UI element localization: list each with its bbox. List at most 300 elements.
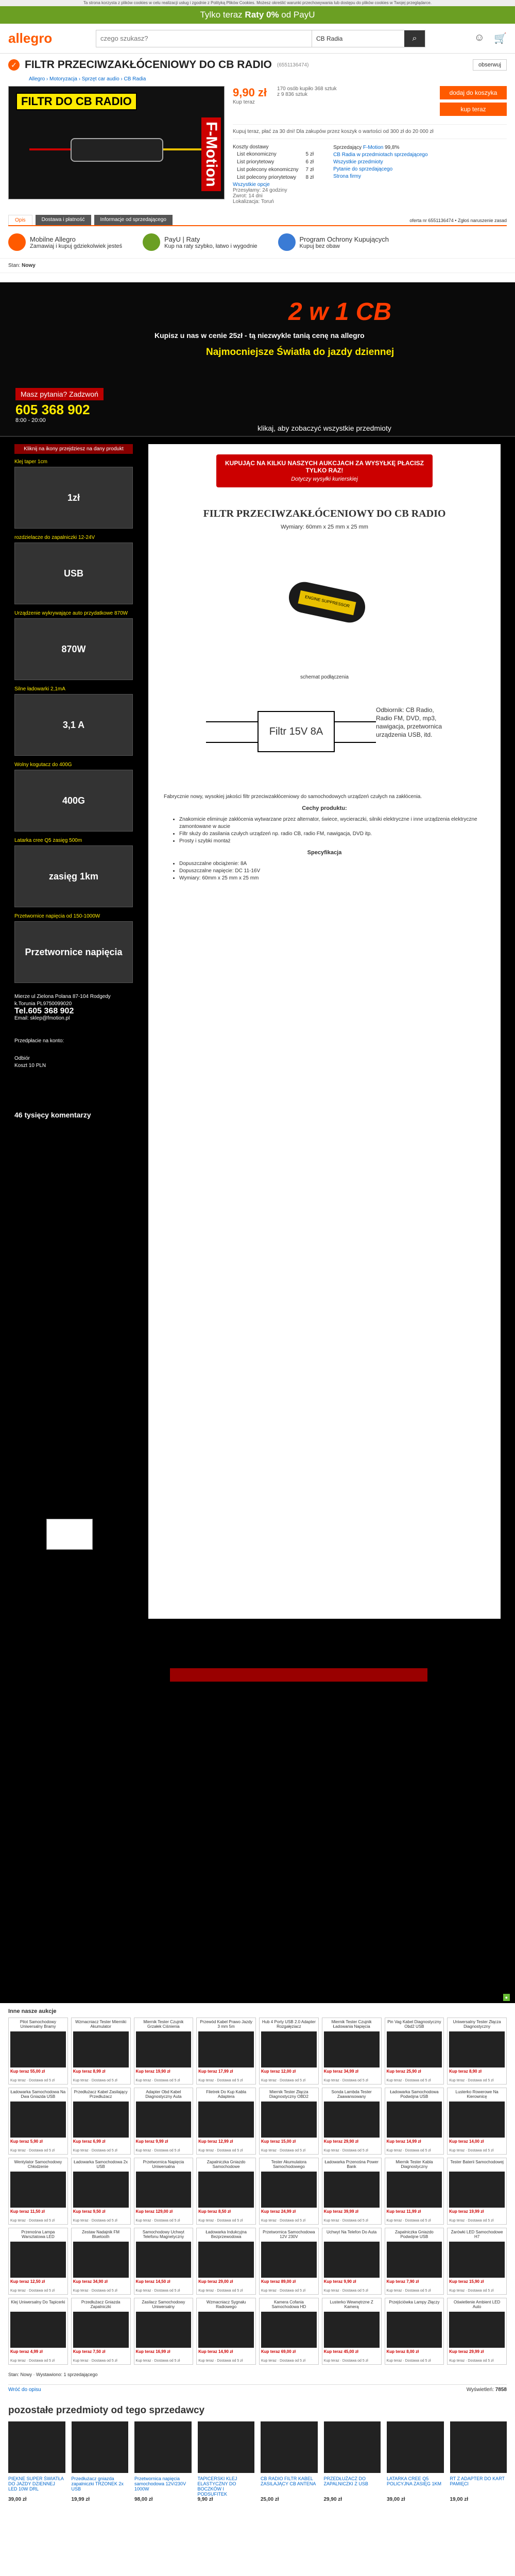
- item-price: [324, 2069, 380, 2074]
- item-bottom: Kup teraz · Dostawa od 5 zł: [386, 2289, 431, 2293]
- list-item[interactable]: [134, 2298, 194, 2365]
- item-price: [136, 2209, 192, 2214]
- item-thumb: [324, 2312, 380, 2348]
- list-item[interactable]: [196, 2228, 256, 2295]
- phone: Tel.605 368 902: [14, 1007, 74, 1015]
- side-item-image: 400G: [14, 770, 133, 832]
- list-item[interactable]: [322, 2228, 382, 2295]
- stock-count: z 9 836 sztuk: [277, 92, 307, 97]
- item-title: Lusterko Rowerowe Na Kierownicę: [455, 2090, 499, 2099]
- red-bar: [170, 1668, 427, 1682]
- item-thumb: [387, 2312, 442, 2348]
- item-price: [136, 2069, 192, 2074]
- footnote: Koszt 10 PLN: [14, 1063, 46, 1069]
- side-item[interactable]: [14, 838, 133, 907]
- add-to-cart-button[interactable]: dodaj do koszyka: [440, 86, 507, 99]
- list-item[interactable]: [259, 2018, 319, 2084]
- offer-main: [0, 86, 515, 205]
- side-item-label: rozdzielacze do zapalniczki 12-24V: [14, 535, 95, 540]
- offer-id-note: oferta nr 6551136474 • Zgłoś naruszenie zasad: [409, 218, 507, 223]
- condition-value: Nowy: [22, 263, 36, 268]
- item-bottom: Kup teraz · Dostawa od 5 zł: [135, 2289, 180, 2293]
- item-price: 9,90 zł: [197, 2497, 213, 2502]
- promo-tel: 605 368 902: [15, 402, 90, 417]
- item-price-value: 15,90 zł: [469, 2279, 484, 2284]
- item-title: Przewód Kabel Prawo Jazdy 3 mm 5m: [200, 2020, 253, 2029]
- item-thumb: [73, 2312, 129, 2348]
- item-price: [261, 2069, 317, 2074]
- item-bottom: Kup teraz · Dostawa od 5 zł: [135, 2219, 180, 2223]
- diagram-wire: [335, 742, 376, 743]
- item-price-value: 16,99 zł: [156, 2349, 170, 2354]
- item-title: Przejściówka Lampy Złączy: [389, 2300, 440, 2304]
- diagram-filter: Filtr 15V 8A: [258, 711, 335, 752]
- item-price: [449, 2349, 505, 2354]
- cart-icon[interactable]: 🛒: [494, 33, 507, 44]
- list-item[interactable]: [259, 2088, 319, 2155]
- item-price: [10, 2279, 66, 2284]
- list-item: • Dopuszczalne obciążenie: 8A: [179, 860, 485, 868]
- item-price: 39,00 zł: [8, 2497, 27, 2502]
- item-link[interactable]: TAPICERSKI KLEJ ELASTYCZNY DO BOCZKÓW I PODSUFITEK: [197, 2476, 237, 2497]
- shield-icon: [278, 233, 296, 251]
- item-price-value: 8,99 zł: [93, 2069, 106, 2074]
- side-item-image: Przetwornice napięcia: [14, 921, 133, 983]
- list-item[interactable]: [385, 2018, 444, 2084]
- item-title: Przetwornica Samochodowa 12V 230V: [263, 2230, 315, 2239]
- list-item[interactable]: [322, 2018, 382, 2084]
- cookie-notice: Ta strona korzysta z plików cookies w celu realizacji usług i zgodnie z Polityką Plików Cookies. Możesz określić warunki przechowywania lub dostępu do plików cookies w Twojej przeglądarce.: [0, 0, 515, 6]
- list-item[interactable]: [8, 2158, 68, 2225]
- item-title: Wzmacniacz Sygnału Radiowego: [206, 2300, 246, 2309]
- list-item[interactable]: [322, 2298, 382, 2365]
- item-thumb: [198, 2031, 254, 2067]
- cost-value: 7 zł: [305, 167, 314, 173]
- item-thumb: [449, 2031, 505, 2067]
- table-row: [234, 159, 317, 165]
- item-price-prefix: Kup teraz: [198, 2349, 217, 2354]
- item-price-value: 12,99 zł: [218, 2139, 233, 2144]
- product-title: FILTR PRZECIWZAKŁÓCENIOWY DO CB RADIO: [203, 508, 446, 519]
- side-item[interactable]: [14, 913, 133, 983]
- item-title: Lusterko Wewnętrzne Z Kamerą: [330, 2300, 373, 2309]
- item-bottom: Kup teraz · Dostawa od 5 zł: [323, 2289, 368, 2293]
- item-price-prefix: Kup teraz: [10, 2139, 29, 2144]
- breadcrumb[interactable]: Allegro › Motoryzacja › Sprzęt car audio › CB Radia: [29, 76, 146, 82]
- item-thumb: [449, 2242, 505, 2278]
- item-thumb: [387, 2242, 442, 2278]
- item-price: [387, 2279, 442, 2284]
- item-bottom: Kup teraz · Dostawa od 5 zł: [449, 2289, 494, 2293]
- item-thumb: [198, 2102, 254, 2138]
- item-title: Żarówki LED Samochodowe H7: [451, 2230, 503, 2239]
- item-price-prefix: Kup teraz: [261, 2279, 280, 2284]
- item-bottom: Kup teraz · Dostawa od 5 zł: [386, 2079, 431, 2082]
- item-price-value: 15,00 zł: [281, 2139, 296, 2144]
- item-price: [73, 2279, 129, 2284]
- item-price: [261, 2139, 317, 2144]
- item-link[interactable]: CB RADIO FILTR KABEL ZASILAJĄCY CB ANTENA: [261, 2476, 316, 2486]
- item-price-value: 8,00 zł: [406, 2349, 419, 2354]
- item-thumb: [387, 2172, 442, 2208]
- list-item[interactable]: [385, 2088, 444, 2155]
- item-title: Uniwersalny Tester Złącza Diagnostyczny: [453, 2020, 501, 2029]
- item-price-prefix: Kup teraz: [323, 2139, 343, 2144]
- buy-now-button[interactable]: kup teraz: [440, 103, 507, 116]
- seller-rating: 99,8%: [385, 145, 400, 150]
- item-bottom: Kup teraz · Dostawa od 5 zł: [261, 2149, 305, 2153]
- list-item[interactable]: [196, 2018, 256, 2084]
- item-bottom: Kup teraz · Dostawa od 5 zł: [386, 2219, 431, 2223]
- list-item[interactable]: [259, 2228, 319, 2295]
- item-price-prefix: Kup teraz: [323, 2069, 343, 2074]
- item-price: [449, 2279, 505, 2284]
- item-price: [73, 2139, 129, 2144]
- category-select[interactable]: CB Radia: [312, 30, 404, 47]
- item-bottom: Kup teraz · Dostawa od 5 zł: [323, 2079, 368, 2082]
- item-price: [73, 2069, 129, 2074]
- list-item[interactable]: [134, 2228, 194, 2295]
- item-price-value: 25,90 zł: [406, 2069, 421, 2074]
- red-wire: [29, 148, 71, 150]
- list-item[interactable]: [71, 2298, 131, 2365]
- item-title: Filetrek Do Kup Kabla Adaptera: [206, 2090, 247, 2099]
- search-button[interactable]: [404, 30, 425, 47]
- item-price: 19,00 zł: [450, 2497, 469, 2502]
- product-photo[interactable]: [8, 86, 225, 199]
- site-header: [0, 24, 515, 54]
- item-price-value: 8,90 zł: [469, 2069, 482, 2074]
- back-link[interactable]: Wróć do opisu: [8, 2387, 41, 2393]
- service-protection[interactable]: [278, 233, 389, 251]
- list-item[interactable]: [447, 2088, 507, 2155]
- list-item[interactable]: [134, 2088, 194, 2155]
- item-link[interactable]: Przedłużacz gniazda zapalniczki TRZONEK 2x USB: [71, 2476, 124, 2492]
- item-price-value: 24,99 zł: [281, 2209, 296, 2214]
- side-item-label: Przetwornice napięcia od 150-1000W: [14, 913, 100, 919]
- suppressor-label: ENGINE SUPPRESSOR: [298, 590, 356, 615]
- service-title: PayU | Raty: [164, 235, 200, 243]
- item-title: Ładowarka Indukcyjna Bezprzewodowa: [205, 2230, 247, 2239]
- item-title: Ładowarka Samochodowa 2x USB: [74, 2160, 128, 2169]
- list-item[interactable]: [259, 2298, 319, 2365]
- item-title: Sonda Lambda Tester Zaawansowany: [331, 2090, 372, 2099]
- item-bottom: Kup teraz · Dostawa od 5 zł: [449, 2149, 494, 2153]
- item-bottom: Kup teraz · Dostawa od 5 zł: [73, 2219, 117, 2223]
- item-title: Zapalniczka Gniazdo Podwójne USB: [395, 2230, 434, 2239]
- item-bottom: Kup teraz · Dostawa od 5 zł: [73, 2079, 117, 2082]
- item-price: 98,00 zł: [134, 2497, 153, 2502]
- item-title: Pilot Samochodowy Uniwersalny Bramy: [20, 2020, 56, 2029]
- item-link[interactable]: PRZEDŁUŻACZ DO ZAPALNICZKI Z USB: [323, 2476, 368, 2486]
- list-item: • Filtr służy do zasilania czułych urządzeń np. radio CB, radio FM, nawigacja, DVD itp.: [179, 831, 485, 838]
- list-item[interactable]: [8, 2421, 65, 2502]
- shipping-warning: [216, 454, 433, 487]
- item-price-value: 55,00 zł: [30, 2069, 45, 2074]
- item-bottom: Kup teraz · Dostawa od 5 zł: [135, 2079, 180, 2082]
- list-item: • Wymiary: 60mm x 25 mm x 25 mm: [179, 875, 485, 882]
- promo-big: 2 w 1 CB: [288, 298, 392, 326]
- list-item[interactable]: [447, 2158, 507, 2225]
- list-item[interactable]: [322, 2158, 382, 2225]
- side-item[interactable]: [14, 611, 133, 680]
- seller-link[interactable]: CB Radia w przedmiotach sprzedającego: [333, 152, 428, 158]
- item-bottom: Kup teraz · Dostawa od 5 zł: [386, 2149, 431, 2153]
- other-auctions-grid: [8, 2018, 507, 2365]
- offer-number: (6551136474): [277, 62, 309, 68]
- item-link[interactable]: Przetwornica napięcia samochodowa 12V/230V 1000W: [134, 2476, 186, 2492]
- item-title: Zestaw Nadajnik FM Bluetooth: [82, 2230, 120, 2239]
- item-price-value: 11,99 zł: [406, 2209, 421, 2214]
- item-price: [136, 2279, 192, 2284]
- item-title: Oświetlenie Ambient LED Auto: [453, 2300, 501, 2309]
- service-payu[interactable]: [143, 233, 257, 251]
- item-price-prefix: Kup teraz: [386, 2279, 405, 2284]
- item-price-value: 29,99 zł: [469, 2349, 484, 2354]
- item-price-value: 7,90 zł: [406, 2279, 419, 2284]
- item-price: [387, 2209, 442, 2214]
- item-price: 39,00 zł: [387, 2497, 405, 2502]
- side-item[interactable]: [14, 459, 133, 529]
- side-item[interactable]: [14, 686, 133, 756]
- side-item-label: Wolny kogutacz do 400G: [14, 762, 72, 768]
- list-item[interactable]: [261, 2421, 318, 2502]
- item-thumb: [73, 2242, 129, 2278]
- email[interactable]: Email: sklep@fmotion.pl: [14, 1015, 70, 1021]
- item-bottom: Kup teraz · Dostawa od 5 zł: [10, 2289, 55, 2293]
- list-item[interactable]: [385, 2158, 444, 2225]
- search-input[interactable]: [96, 30, 312, 47]
- item-thumb: [449, 2312, 505, 2348]
- other-auctions: [0, 2003, 515, 2370]
- list-item[interactable]: [71, 2018, 131, 2084]
- item-price-value: 29,00 zł: [218, 2279, 233, 2284]
- list-item[interactable]: [196, 2158, 256, 2225]
- side-item[interactable]: [14, 535, 133, 604]
- tab-description[interactable]: Opis: [8, 215, 32, 225]
- list-item[interactable]: [8, 2088, 68, 2155]
- item-price: [198, 2139, 254, 2144]
- seller-link[interactable]: Wszystkie przedmioty: [333, 159, 383, 165]
- item-thumb: [198, 2242, 254, 2278]
- allegro-logo[interactable]: allegro: [8, 30, 53, 46]
- list-item[interactable]: [8, 2298, 68, 2365]
- item-thumb: [324, 2172, 380, 2208]
- item-price: [449, 2069, 505, 2074]
- side-item[interactable]: [14, 762, 133, 832]
- list-item[interactable]: [196, 2298, 256, 2365]
- item-price: [387, 2139, 442, 2144]
- list-item: • Prosty i szybki montaż: [179, 838, 485, 845]
- item-price-value: 19,90 zł: [156, 2069, 170, 2074]
- service-desc: Zamawiaj i kupuj gdziekolwiek jesteś: [30, 243, 123, 249]
- item-thumb: [449, 2172, 505, 2208]
- item-price-prefix: Kup teraz: [323, 2349, 343, 2354]
- watch-button[interactable]: obserwuj: [473, 59, 507, 71]
- item-price: [10, 2069, 66, 2074]
- features-list: [164, 816, 485, 845]
- item-price: [449, 2209, 505, 2214]
- item-title: Kamera Cofania Samochodowa HD: [271, 2300, 306, 2309]
- list-item[interactable]: [447, 2298, 507, 2365]
- offer-tabs: [8, 215, 507, 226]
- list-item[interactable]: [198, 2421, 255, 2502]
- all-costs-link[interactable]: Wszystkie opcje: [233, 182, 270, 188]
- item-price-prefix: Kup teraz: [261, 2069, 280, 2074]
- item-bottom: Kup teraz · Dostawa od 5 zł: [73, 2289, 117, 2293]
- list-item: • Dopuszczalne napięcie: DC 11-16V: [179, 868, 485, 875]
- payu-banner-bold: Raty 0%: [245, 10, 279, 20]
- list-item[interactable]: [385, 2298, 444, 2365]
- cost-value: 5 zł: [305, 151, 314, 157]
- side-item-label: Urządzenie wykrywające auto przydatkowe 870W: [14, 611, 128, 616]
- side-header: Kliknij na ikony przejdziesz na dany produkt: [14, 444, 133, 454]
- list-item[interactable]: [8, 2018, 68, 2084]
- seller-other-items: [0, 2398, 515, 2510]
- payu-banner[interactable]: [0, 6, 515, 24]
- offer-titlebar: [0, 54, 515, 76]
- item-price-prefix: Kup teraz: [198, 2069, 217, 2074]
- item-price-prefix: Kup teraz: [386, 2139, 405, 2144]
- item-thumb: [134, 2421, 192, 2473]
- list-item[interactable]: [134, 2018, 194, 2084]
- list-item[interactable]: [450, 2421, 507, 2502]
- item-price-value: 8,50 zł: [218, 2209, 231, 2214]
- spec-heading: Specyfikacja: [307, 850, 342, 856]
- item-price: [10, 2349, 66, 2354]
- item-title: Klej Uniwersalny Do Tapicerki: [11, 2300, 65, 2304]
- service-mobile[interactable]: [8, 233, 122, 251]
- item-price-value: 12,00 zł: [281, 2069, 296, 2074]
- item-price: [261, 2279, 317, 2284]
- promo-line2: Najmocniejsze Światła do jazdy dziennej: [206, 347, 394, 358]
- item-link[interactable]: LATARKA CREE Q5 POLICYJNA ZASIĘG 1KM: [387, 2476, 442, 2486]
- list-item[interactable]: [196, 2088, 256, 2155]
- item-link[interactable]: RT Z ADAPTER DO KART PAMIĘCI: [450, 2476, 505, 2486]
- list-item[interactable]: [447, 2018, 507, 2084]
- item-price-value: 14,99 zł: [406, 2139, 421, 2144]
- item-bottom: Kup teraz · Dostawa od 5 zł: [449, 2359, 494, 2363]
- description-columns: [0, 437, 515, 1619]
- item-thumb: [324, 2102, 380, 2138]
- image-caption: schemat podłączenia: [300, 674, 349, 680]
- item-price-value: 34,99 zł: [344, 2069, 358, 2074]
- item-thumb: [261, 2031, 317, 2067]
- user-icon[interactable]: ☺: [474, 32, 485, 43]
- item-price-value: 19,99 zł: [469, 2209, 484, 2214]
- cost-value: 6 zł: [305, 159, 314, 165]
- list-item[interactable]: [8, 2228, 68, 2295]
- item-title: Miernik Tester Złącza Diagnostyczny OBD2: [269, 2090, 308, 2099]
- list-item[interactable]: [447, 2228, 507, 2295]
- list-item[interactable]: [387, 2421, 444, 2502]
- item-bottom: Kup teraz · Dostawa od 5 zł: [73, 2359, 117, 2363]
- payu-banner-pre: Tylko teraz: [200, 10, 243, 20]
- seller-label: Sprzedający: [333, 145, 362, 150]
- seller-other-grid: [8, 2421, 507, 2502]
- item-thumb: [8, 2421, 65, 2473]
- price: 9,90 zł: [233, 86, 267, 99]
- item-bottom: Kup teraz · Dostawa od 5 zł: [198, 2289, 243, 2293]
- list-item[interactable]: [134, 2421, 192, 2502]
- item-price: [198, 2349, 254, 2354]
- item-price-value: 6,99 zł: [93, 2139, 106, 2144]
- filter-device: [71, 138, 163, 162]
- item-thumb: [136, 2172, 192, 2208]
- item-price: [136, 2349, 192, 2354]
- item-title: Wentylator Samochodowy Chłodzenie: [14, 2160, 62, 2169]
- list-item[interactable]: [71, 2088, 131, 2155]
- item-price-value: 89,00 zł: [281, 2279, 296, 2284]
- list-item[interactable]: [322, 2088, 382, 2155]
- list-item[interactable]: [71, 2228, 131, 2295]
- contact-block: [14, 993, 133, 1070]
- item-thumb: [261, 2242, 317, 2278]
- seller-name[interactable]: F-Motion: [363, 145, 384, 150]
- check-icon: ✓: [8, 59, 20, 71]
- item-thumb: [10, 2312, 66, 2348]
- list-item[interactable]: [71, 2158, 131, 2225]
- item-price-value: 39,99 zł: [344, 2209, 358, 2214]
- item-price-prefix: Kup teraz: [449, 2069, 468, 2074]
- list-item[interactable]: [72, 2421, 129, 2502]
- return-policy: Zwrot: 14 dni: [233, 193, 263, 199]
- item-price-value: 69,00 zł: [281, 2349, 296, 2354]
- item-price: 25,00 zł: [261, 2497, 279, 2502]
- diagram-receiver: Odbiornik: CB Radio, Radio FM, DVD, mp3, nawigacja, przetwornica urządzenia USB, itd.: [376, 706, 442, 738]
- promo-banner[interactable]: [0, 282, 515, 437]
- cost-name: List ekonomiczny: [237, 151, 277, 157]
- intro-text: Fabrycznie nowy, wysokiej jakości filtr przeciwzakłóceniowy do samochodowych urządzeń czułych na zakłócenia.: [164, 794, 422, 800]
- list-item[interactable]: [385, 2228, 444, 2295]
- item-price: [10, 2139, 66, 2144]
- item-bottom: Kup teraz · Dostawa od 5 zł: [449, 2079, 494, 2082]
- item-title: Przedłużacz Kabel Zasilający Przedłużacz: [74, 2090, 128, 2099]
- item-bottom: Kup teraz · Dostawa od 5 zł: [10, 2219, 55, 2223]
- item-price: [136, 2139, 192, 2144]
- tab-delivery[interactable]: Dostawa i płatność: [36, 215, 91, 225]
- item-price-prefix: Kup teraz: [10, 2069, 29, 2074]
- item-title: Tester Akumulatora Samochodowego: [271, 2160, 307, 2169]
- item-link[interactable]: PIĘKNE SUPER ŚWIATŁA DO JAZDY DZIENNEJ LED 10W DRL: [8, 2476, 64, 2492]
- side-item-label: Latarka cree Q5 zasięg 500m: [14, 838, 82, 843]
- item-price: [324, 2279, 380, 2284]
- item-price-prefix: Kup teraz: [135, 2209, 154, 2214]
- product-dims: Wymiary: 60mm x 25 mm x 25 mm: [281, 524, 368, 530]
- list-item[interactable]: [259, 2158, 319, 2225]
- seller-link[interactable]: Pytanie do sprzedającego: [333, 166, 393, 172]
- item-thumb: [198, 2172, 254, 2208]
- tab-seller-info[interactable]: Informacje od sprzedającego: [94, 215, 173, 225]
- item-thumb: [261, 2312, 317, 2348]
- item-price-value: 45,00 zł: [344, 2349, 358, 2354]
- item-price-prefix: Kup teraz: [198, 2209, 217, 2214]
- item-title: Uchwyt Na Telefon Do Auta: [327, 2230, 377, 2234]
- item-title: Przenośna Lampa Warsztatowa LED: [21, 2230, 55, 2239]
- item-thumb: [73, 2102, 129, 2138]
- address: Mierze ul Zielona Polana 87-104 Rodgedy k.Torunia PL9750099020: [14, 994, 111, 1007]
- item-price-prefix: Kup teraz: [386, 2349, 405, 2354]
- list-item[interactable]: [324, 2421, 381, 2502]
- item-price: [10, 2209, 66, 2214]
- item-price-prefix: Kup teraz: [323, 2279, 343, 2284]
- item-price-value: 14,90 zł: [218, 2349, 233, 2354]
- item-thumb: [10, 2102, 66, 2138]
- seller-link[interactable]: Strona firmy: [333, 174, 361, 179]
- item-title: Przetwornica Napięcia Uniwersalna: [143, 2160, 184, 2169]
- other-auctions-title: Inne nasze aukcje: [8, 2008, 57, 2014]
- list-item[interactable]: [134, 2158, 194, 2225]
